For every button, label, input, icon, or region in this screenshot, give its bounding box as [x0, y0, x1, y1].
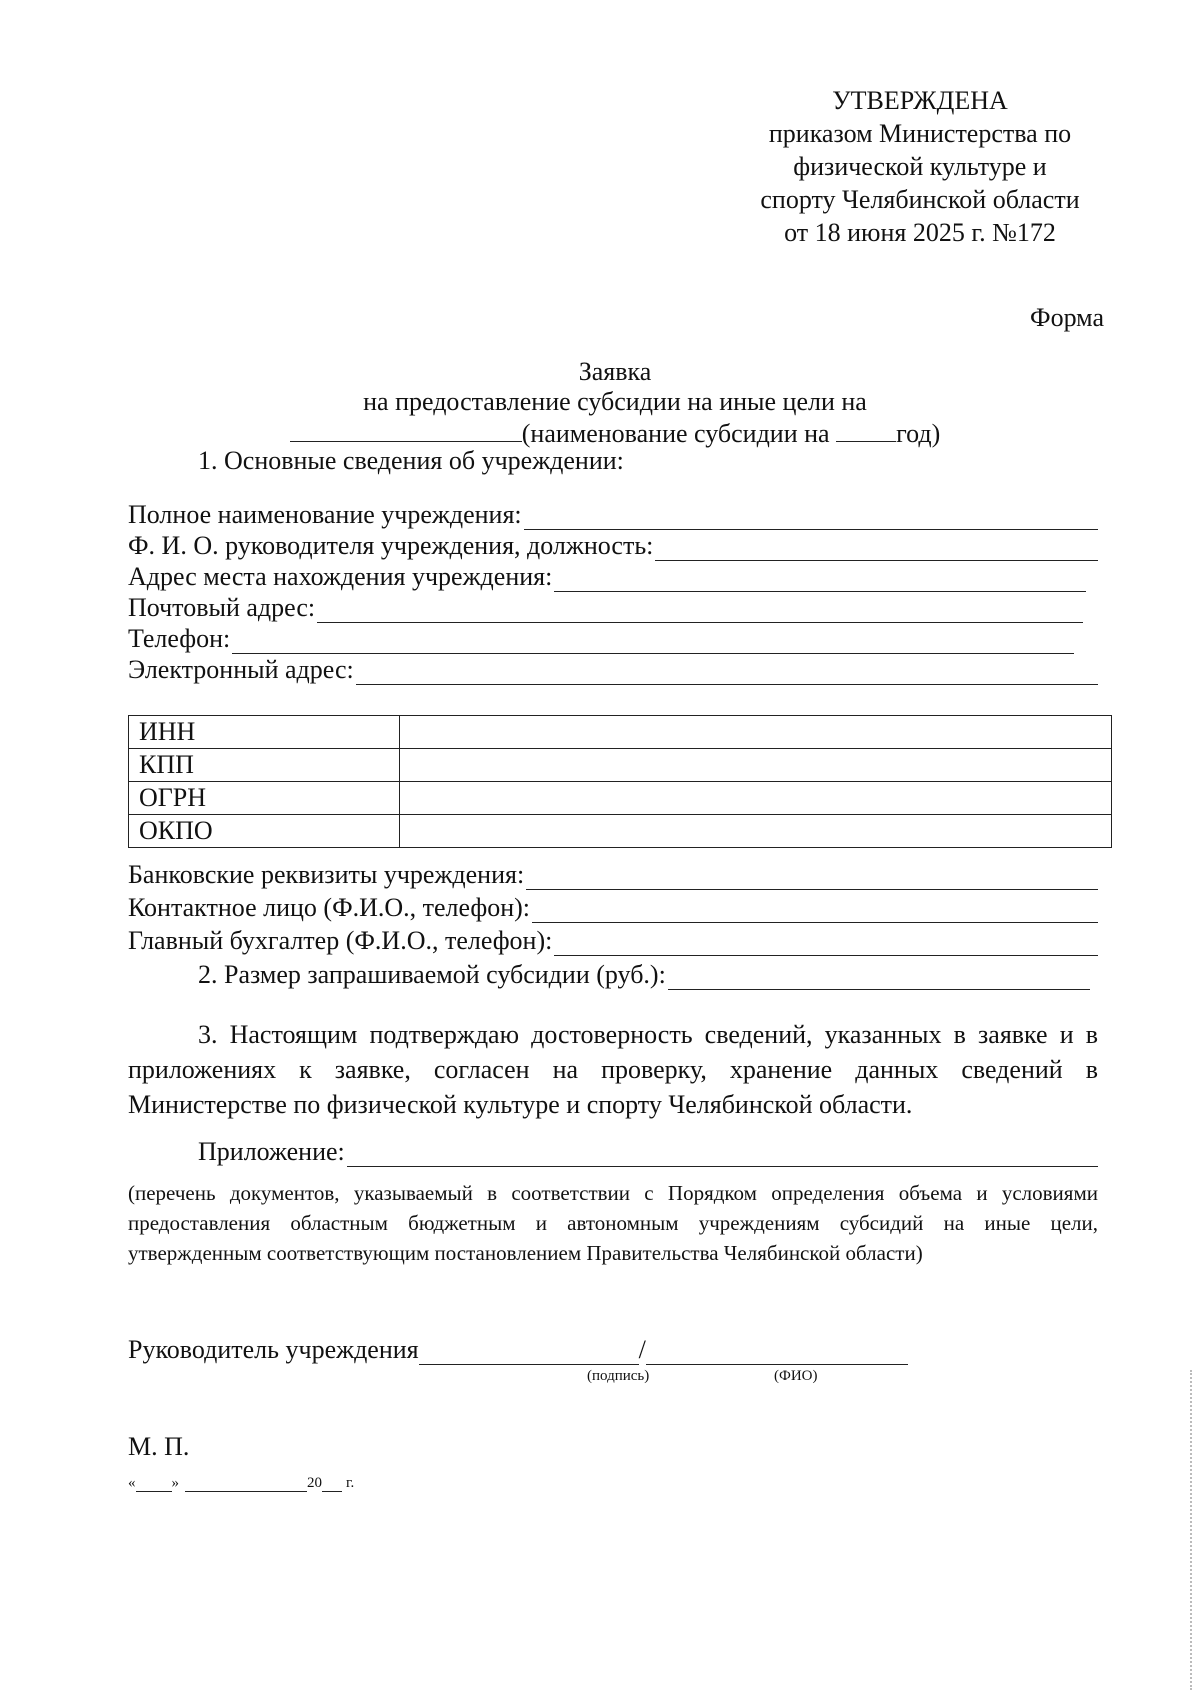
phone-blank — [232, 629, 1074, 654]
title-line-1: Заявка — [578, 357, 652, 386]
form-label: Форма — [1030, 303, 1104, 332]
year-suffix: г. — [346, 1475, 355, 1491]
ogrn-label: ОГРН — [129, 782, 400, 815]
title-line-2: на предоставление субсидии на иные цели на — [363, 387, 867, 416]
phone-label: Телефон: — [128, 624, 231, 653]
contact-person-label: Контактное лицо (Ф.И.О., телефон): — [128, 893, 531, 922]
full-name-blank — [524, 505, 1098, 530]
table-row — [129, 782, 1112, 815]
confirmation-paragraph — [128, 1017, 1098, 1122]
fio-blank — [646, 1340, 908, 1365]
bank-details-row — [128, 860, 1098, 890]
inn-value — [400, 716, 1112, 749]
attachment-blank — [347, 1142, 1098, 1167]
section-1-heading: 1. Основные сведения об учреждении: — [198, 446, 624, 475]
approval-line-2: приказом Министерства по — [768, 119, 1072, 148]
signature-blank — [419, 1340, 639, 1365]
approval-line-5: от 18 июня 2025 г. №172 — [784, 218, 1056, 247]
approval-block — [740, 84, 1100, 249]
subsidy-amount-label: 2. Размер запрашиваемой субсидии (руб.): — [198, 960, 666, 989]
month-blank — [185, 1477, 307, 1492]
kpp-label: КПП — [129, 749, 400, 782]
full-name-label: Полное наименование учреждения: — [128, 500, 522, 529]
inn-label: ИНН — [129, 716, 400, 749]
contact-person-row — [128, 893, 1098, 923]
approval-line-1: УТВЕРЖДЕНА — [832, 86, 1008, 115]
subsidy-name-blank — [290, 417, 522, 442]
address-blank — [554, 567, 1086, 592]
confirmation-text: 3. Настоящим подтверждаю достоверность сведений, указанных в заявке и в приложениях к заявке, согласен на проверку, хранение данных сведений в Министерстве по физической культуре и спорту Челябинской области. — [128, 1020, 1098, 1119]
attachment-row — [198, 1137, 1098, 1167]
table-row — [129, 716, 1112, 749]
attachment-note — [128, 1178, 1098, 1268]
table-row — [129, 749, 1112, 782]
date-close-quote: » — [171, 1475, 179, 1491]
address-label: Адрес места нахождения учреждения: — [128, 562, 553, 591]
okpo-value — [400, 815, 1112, 848]
approval-line-4: спорту Челябинской области — [760, 185, 1080, 214]
chief-accountant-blank — [554, 931, 1098, 956]
scan-edge-dots — [1190, 1370, 1194, 1690]
date-row — [128, 1475, 354, 1492]
head-name-row — [128, 531, 1098, 561]
signature-slash: / — [638, 1335, 646, 1364]
ogrn-value — [400, 782, 1112, 815]
subsidy-amount-blank — [668, 965, 1090, 990]
subsidy-amount-row — [198, 960, 1090, 990]
postal-row — [128, 593, 1083, 623]
phone-row — [128, 624, 1074, 654]
address-row — [128, 562, 1086, 592]
fio-caption: (ФИО) — [774, 1368, 818, 1384]
document-title — [270, 357, 960, 449]
year-blank — [322, 1477, 342, 1492]
approval-line-3: физической культуре и — [793, 152, 1047, 181]
contact-person-blank — [532, 898, 1098, 923]
title-line-3-end: год) — [896, 419, 941, 448]
signature-caption: (подпись) — [587, 1368, 650, 1384]
title-line-3-mid: (наименование субсидии на — [521, 419, 837, 448]
year-prefix: 20 — [307, 1475, 322, 1491]
email-label: Электронный адрес: — [128, 655, 354, 684]
email-row — [128, 655, 1098, 685]
postal-blank — [317, 598, 1083, 623]
okpo-label: ОКПО — [129, 815, 400, 848]
day-blank — [136, 1477, 172, 1492]
attachment-label: Приложение: — [198, 1137, 345, 1166]
full-name-row — [128, 500, 1098, 530]
signature-row — [128, 1335, 908, 1365]
table-row — [129, 815, 1112, 848]
bank-details-blank — [526, 865, 1098, 890]
signature-label: Руководитель учреждения — [128, 1335, 419, 1364]
bank-details-label: Банковские реквизиты учреждения: — [128, 860, 525, 889]
codes-table — [128, 715, 1112, 848]
email-blank — [356, 660, 1098, 685]
date-open-quote: « — [128, 1475, 136, 1491]
title-line-3 — [270, 417, 960, 449]
head-name-blank — [655, 536, 1098, 561]
stamp-label: М. П. — [128, 1432, 190, 1461]
chief-accountant-label: Главный бухгалтер (Ф.И.О., телефон): — [128, 926, 553, 955]
year-blank — [836, 417, 896, 442]
head-name-label: Ф. И. О. руководителя учреждения, должность: — [128, 531, 654, 560]
kpp-value — [400, 749, 1112, 782]
attachment-note-text: (перечень документов, указываемый в соответствии с Порядком определения объема и условиями предоставления областным бюджетным и автономным учреждениям субсидий на иные цели, утвержденным соответствующим постановлением Правительства Челябинской области) — [128, 1181, 1098, 1265]
postal-label: Почтовый адрес: — [128, 593, 316, 622]
chief-accountant-row — [128, 926, 1098, 956]
